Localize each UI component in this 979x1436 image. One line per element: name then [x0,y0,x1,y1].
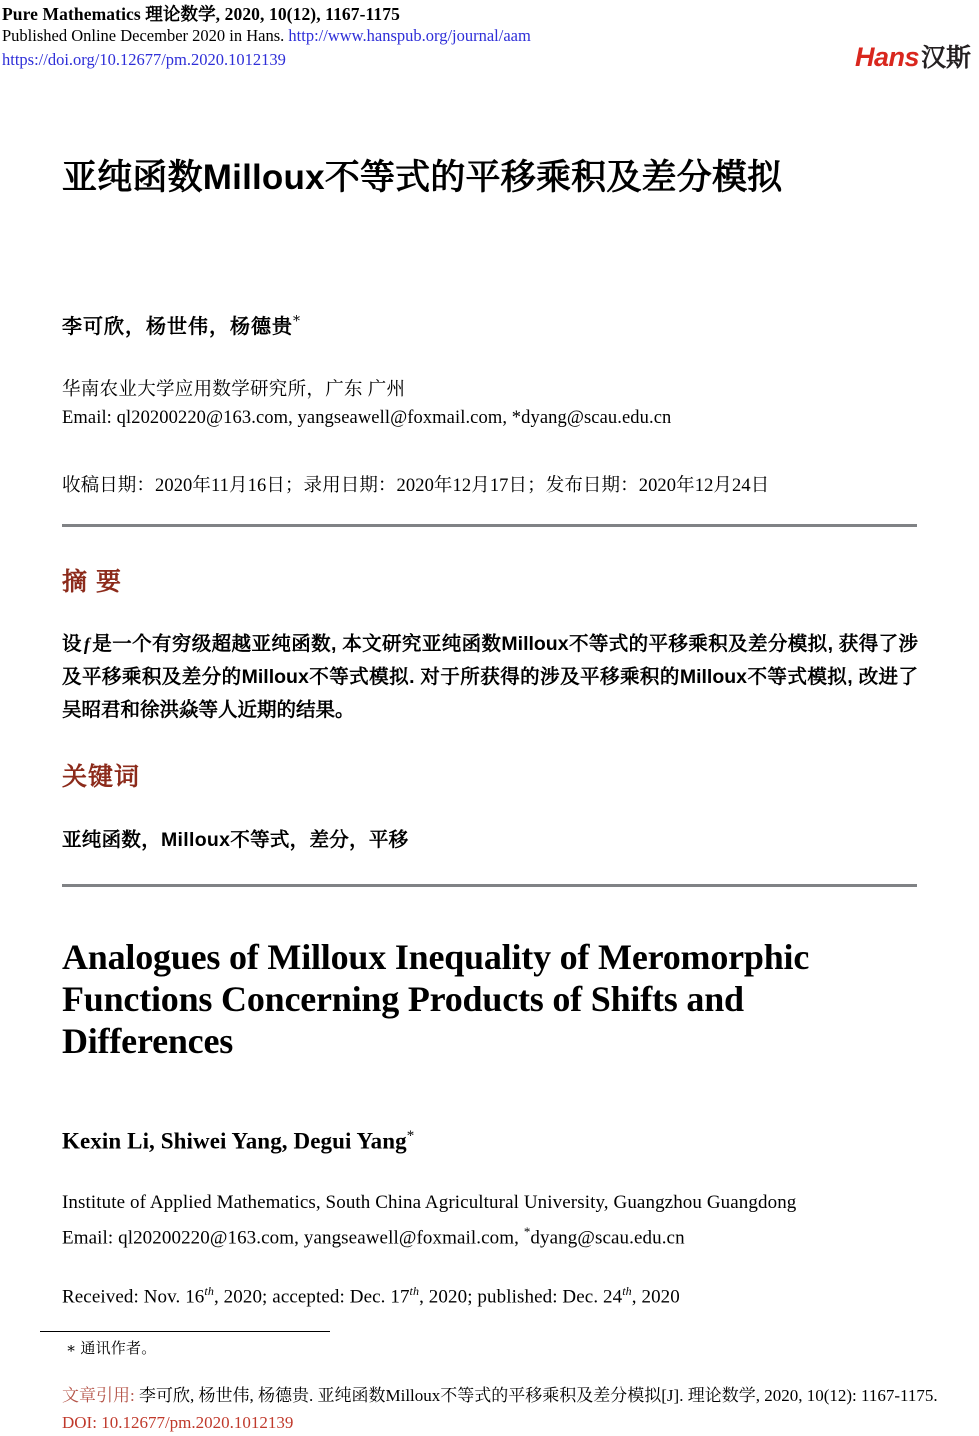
chinese-affiliation: 华南农业大学应用数学研究所，广东 广州 [62,380,406,400]
english-email-prefix: Email: ql20200220@163.com, yangseawell@foxmail.com, [62,1227,524,1249]
english-author-list [62,1128,414,1155]
chinese-author-list [62,310,300,339]
hans-publisher-logo[interactable] [855,38,971,74]
divider-below-keywords [62,884,917,887]
corresponding-author-marker: * [293,313,300,330]
page-masthead [0,0,979,90]
accepted-ordinal-suffix: th [409,1284,420,1298]
english-affiliation: Institute of Applied Mathematics, South China Agricultural University, Guangzhou Guangdong [62,1192,797,1213]
english-paper-title: Analogues of Milloux Inequality of Meromorphic Functions Concerning Products of Shifts and Differences [62,937,810,1061]
abstract-text-start: 设 [62,633,82,655]
citation-body: 李可欣, 杨世伟, 杨德贵. 亚纯函数Milloux不等式的平移乘积及差分模拟[J]. 理论数学, 2020, 10(12): 1167-1175. [138,1386,938,1405]
article-citation-block [62,1382,962,1436]
chinese-paper-title: 亚纯函数Milloux不等式的平移乘积及差分模拟 [62,158,783,197]
citation-label: 文章引用: [62,1386,139,1405]
chinese-keywords-list: 亚纯函数，Milloux不等式，差分，平移 [62,829,409,851]
english-author-names: Kexin Li, Shiwei Yang, Degui Yang [62,1128,407,1154]
english-email-star: * [523,1224,531,1239]
footnote-text: 通讯作者。 [80,1341,157,1357]
corresponding-author-footnote [66,1337,156,1358]
footnote-separator-rule [40,1331,330,1332]
divider-above-abstract [62,524,917,527]
citation-doi-link[interactable]: DOI: 10.12677/pm.2020.1012139 [62,1413,294,1432]
chinese-email-line: Email: ql20200220@163.com, yangseawell@foxmail.com, *dyang@scau.edu.cn [62,408,672,428]
footnote-star-marker: ∗ [66,1341,77,1357]
english-dates-line [62,1284,680,1308]
received-label: Received: Nov. 16 [62,1286,205,1308]
published-ordinal-suffix: th [622,1284,632,1298]
abstract-text-rest: 是一个有穷级超越亚纯函数, 本文研究亚纯函数Milloux不等式的平移乘积及差分模拟, 获得了涉及平移乘积及差分的Milloux不等式模拟. 对于所获得的涉及平移乘积的Milloux不等式模拟, 改进了吴昭君和徐洪焱等人近期的结果。 [62,633,918,721]
published-online-line [2,26,531,46]
published-label: , 2020; published: Dec. 24 [419,1286,623,1308]
english-email-line [62,1224,685,1249]
doi-url-link[interactable]: https://doi.org/10.12677/pm.2020.1012139 [2,50,286,69]
english-email-suffix: dyang@scau.edu.cn [530,1227,685,1249]
keywords-heading: 关键词 [62,763,141,791]
logo-chinese-text: 汉斯 [920,44,971,72]
chinese-author-names: 李可欣，杨世伟，杨德贵 [62,314,293,338]
chinese-abstract-body [62,628,918,727]
journal-url-link[interactable]: http://www.hanspub.org/journal/aam [288,26,531,45]
chinese-dates-line: 收稿日期：2020年11月16日；录用日期：2020年12月17日；发布日期：2020年12月24日 [62,476,770,496]
logo-latin-text: Hans [854,42,919,72]
published-year: , 2020 [631,1286,680,1308]
received-ordinal-suffix: th [204,1284,214,1298]
abstract-heading: 摘 要 [62,568,122,596]
published-online-text: Published Online December 2020 in Hans. [2,26,289,45]
accepted-label: , 2020; accepted: Dec. 17 [213,1286,410,1308]
english-corresponding-author-marker: * [406,1128,415,1144]
doi-url-line [2,50,286,70]
abstract-math-symbol: f [83,634,90,654]
journal-citation-line: Pure Mathematics 理论数学, 2020, 10(12), 1167-1175 [2,4,400,24]
